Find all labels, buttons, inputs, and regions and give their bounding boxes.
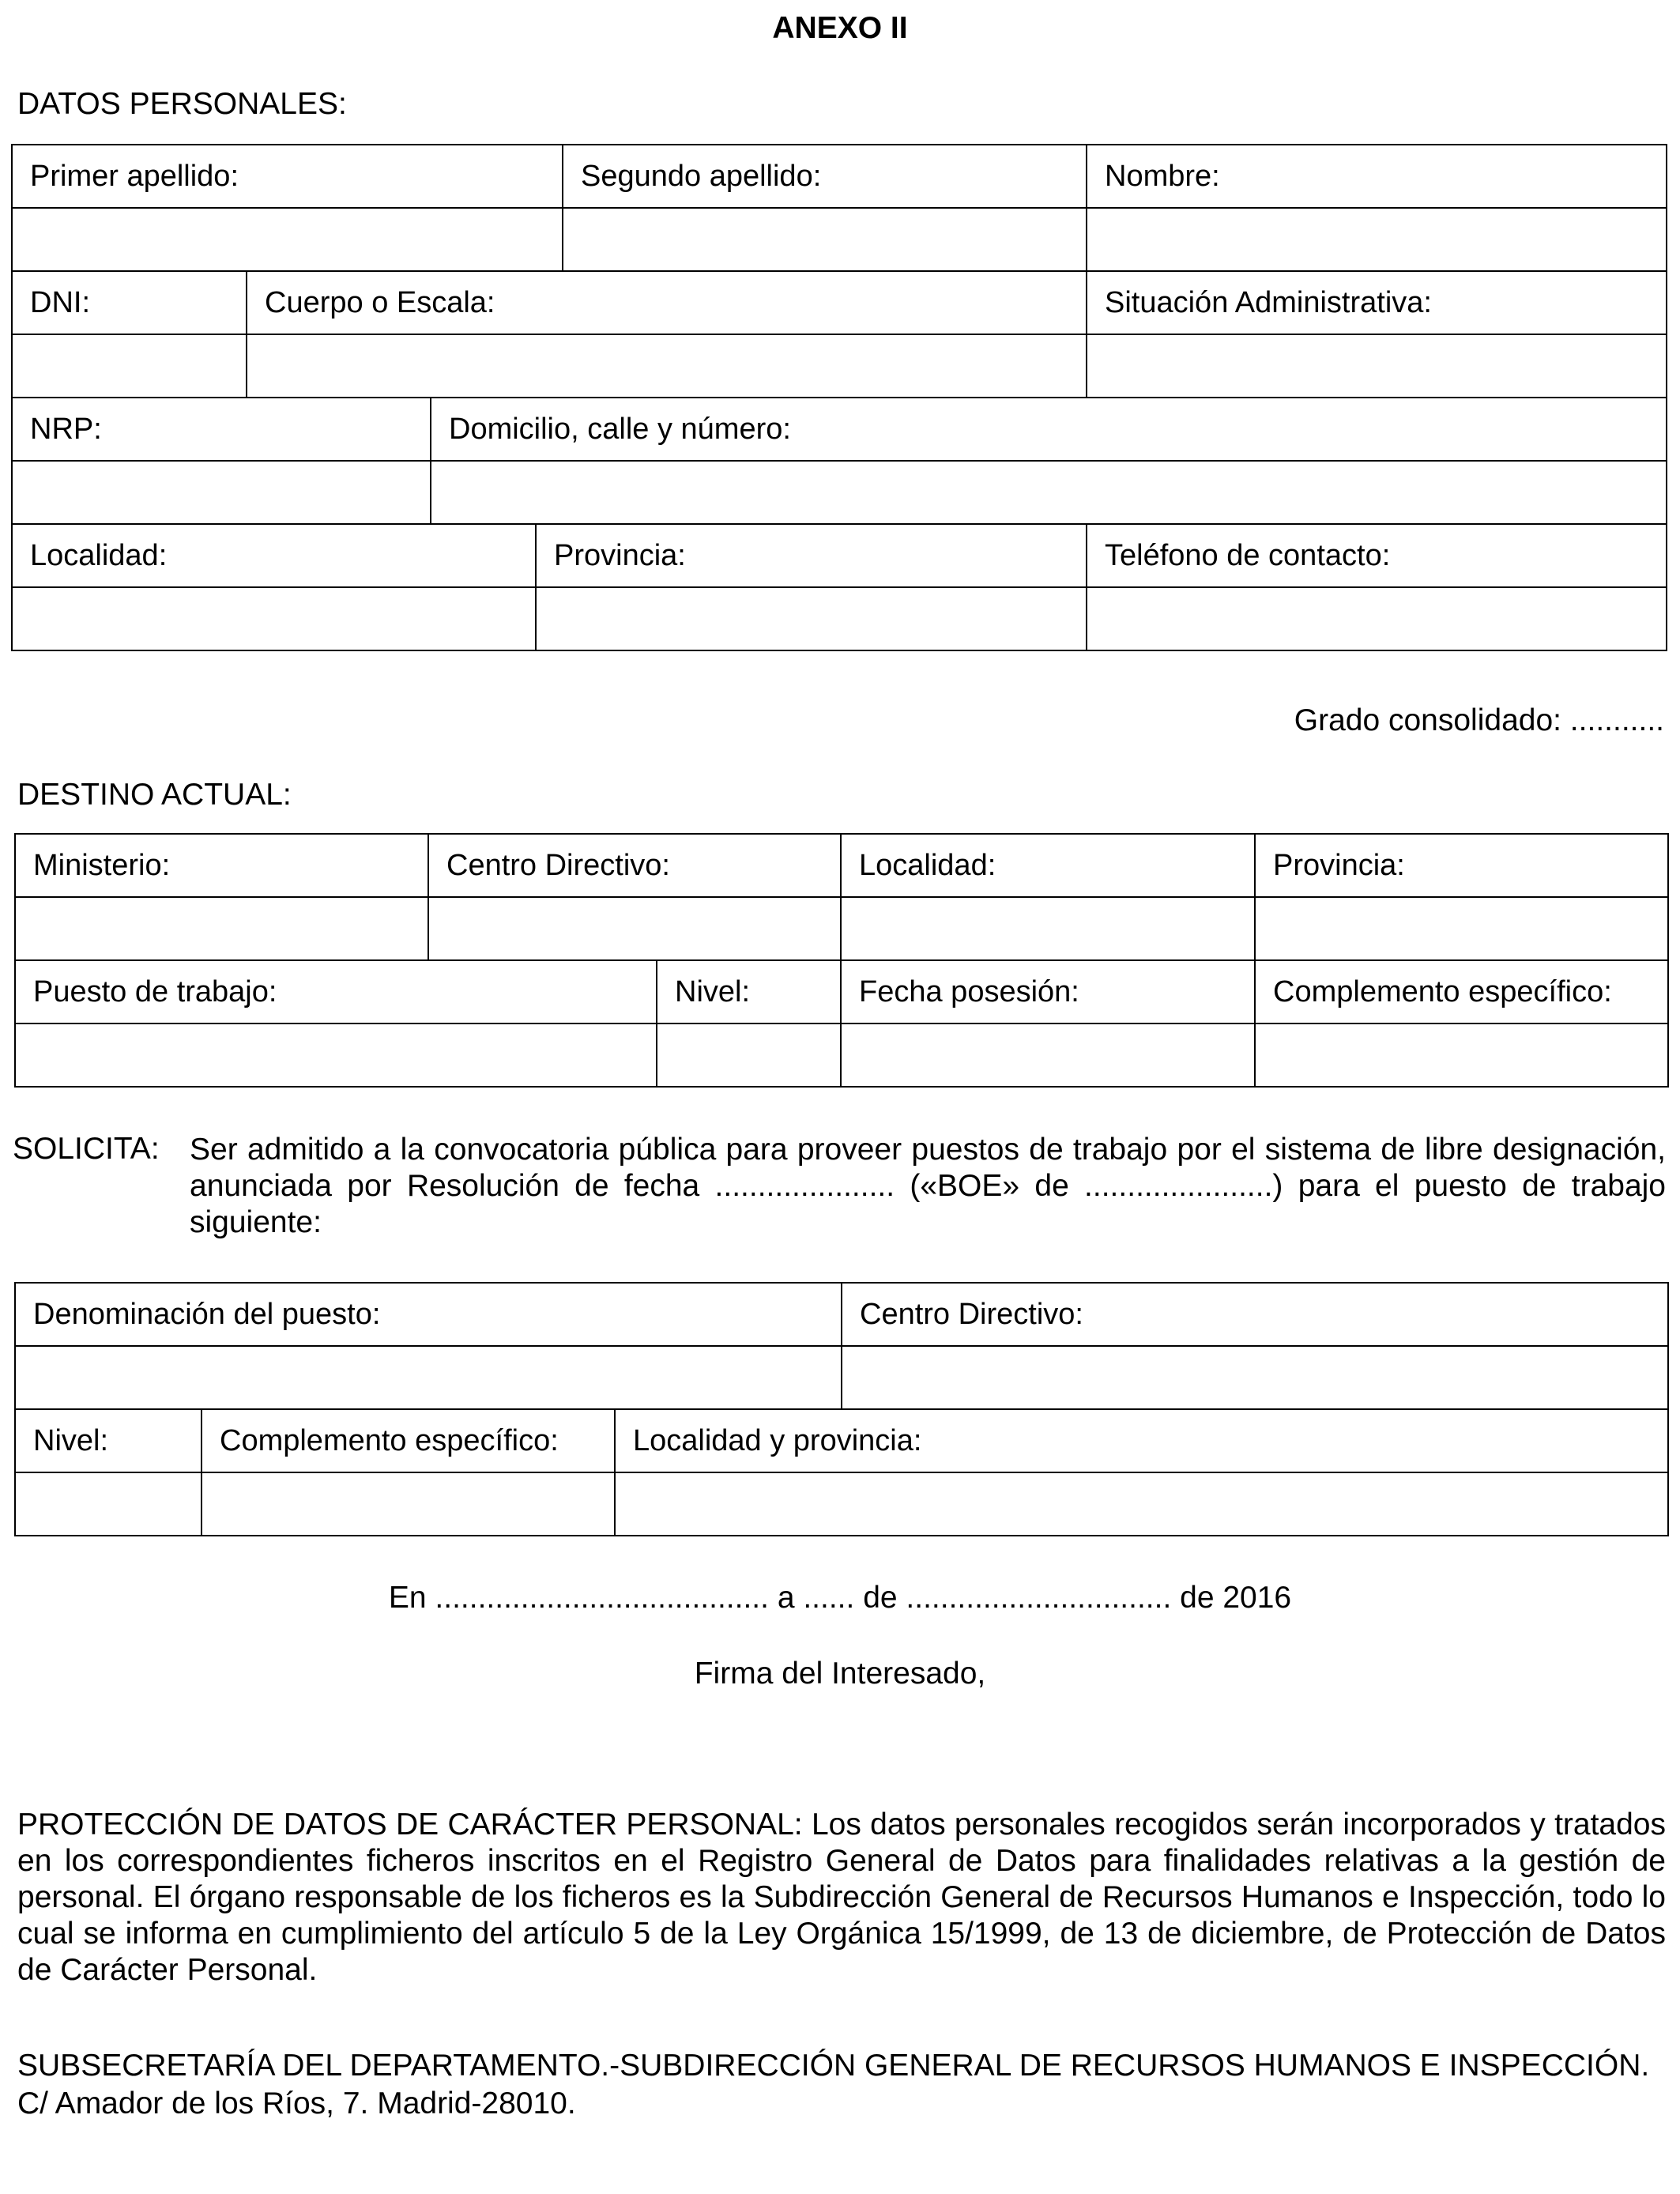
nivel-field[interactable]: [657, 1023, 841, 1087]
nrp-label: NRP:: [12, 398, 431, 461]
destino-localidad-label: Localidad:: [841, 834, 1255, 897]
datos-personales-table: [11, 144, 1667, 651]
segundo-apellido-label: Segundo apellido:: [563, 145, 1087, 208]
nombre-label: Nombre:: [1087, 145, 1667, 208]
centro-directivo-field[interactable]: [428, 897, 841, 960]
grado-consolidado: Grado consolidado: ...........: [1294, 703, 1664, 737]
data-protection-notice: PROTECCIÓN DE DATOS DE CARÁCTER PERSONAL: Los datos personales recogidos serán incorporados y tratados en los correspondientes ficheros inscritos en el Registro General de Datos para finalidades relativas a la gestión de personal. El órgano responsable de los ficheros es la Subdirección General de Recursos Humanos e Inspección, todo lo cual se informa en cumplimiento del artículo 5 de la Ley Orgánica 15/1999, de 13 de diciembre, de Protección de Datos de Carácter Personal.: [17, 1808, 1666, 1987]
fecha-posesion-field[interactable]: [841, 1023, 1255, 1087]
provincia-label: Provincia:: [536, 524, 1087, 587]
puesto-trabajo-field[interactable]: [15, 1023, 657, 1087]
solicitado-nivel-label: Nivel:: [15, 1409, 202, 1472]
localidad-field[interactable]: [12, 587, 536, 650]
provincia-field[interactable]: [536, 587, 1087, 650]
localidad-provincia-field[interactable]: [615, 1472, 1668, 1536]
domicilio-field[interactable]: [431, 461, 1667, 524]
solicitado-complemento-field[interactable]: [202, 1472, 615, 1536]
document-title: ANEXO II: [772, 11, 908, 45]
denominacion-puesto-label: Denominación del puesto:: [15, 1283, 842, 1346]
dni-label: DNI:: [12, 271, 247, 334]
solicitado-centro-directivo-field[interactable]: [842, 1346, 1668, 1409]
centro-directivo-label: Centro Directivo:: [428, 834, 841, 897]
solicitado-complemento-label: Complemento específico:: [202, 1409, 615, 1472]
telefono-label: Teléfono de contacto:: [1087, 524, 1667, 587]
segundo-apellido-field[interactable]: [563, 208, 1087, 271]
primer-apellido-label: Primer apellido:: [12, 145, 563, 208]
destino-provincia-label: Provincia:: [1255, 834, 1668, 897]
domicilio-label: Domicilio, calle y número:: [431, 398, 1667, 461]
puesto-trabajo-label: Puesto de trabajo:: [15, 960, 657, 1023]
complemento-especifico-field[interactable]: [1255, 1023, 1668, 1087]
subsecretaria-line: SUBSECRETARÍA DEL DEPARTAMENTO.-SUBDIRECCIÓN GENERAL DE RECURSOS HUMANOS E INSPECCIÓN.: [17, 2049, 1650, 2083]
situacion-administrativa-field[interactable]: [1087, 334, 1667, 398]
signature-caption: Firma del Interesado,: [694, 1657, 986, 1691]
cuerpo-escala-field[interactable]: [247, 334, 1087, 398]
fecha-posesion-label: Fecha posesión:: [841, 960, 1255, 1023]
ministerio-field[interactable]: [15, 897, 428, 960]
solicitado-nivel-field[interactable]: [15, 1472, 202, 1536]
complemento-especifico-label: Complemento específico:: [1255, 960, 1668, 1023]
localidad-label: Localidad:: [12, 524, 536, 587]
solicita-label: SOLICITA:: [13, 1132, 160, 1166]
telefono-field[interactable]: [1087, 587, 1667, 650]
date-line: En ....................................... a ...... de ............................... de 2016: [388, 1581, 1292, 1615]
solicita-text: Ser admitido a la convocatoria pública para proveer puestos de trabajo por el sistema de libre designación, anunciada por Resolución de fecha ..................... («BOE» de ......................) para el puesto de trabajo siguiente:: [190, 1133, 1666, 1239]
solicitado-centro-directivo-label: Centro Directivo:: [842, 1283, 1668, 1346]
cuerpo-escala-label: Cuerpo o Escala:: [247, 271, 1087, 334]
situacion-administrativa-label: Situación Administrativa:: [1087, 271, 1667, 334]
nivel-label: Nivel:: [657, 960, 841, 1023]
puesto-solicitado-table: [14, 1282, 1669, 1536]
denominacion-puesto-field[interactable]: [15, 1346, 842, 1409]
nombre-field[interactable]: [1087, 208, 1667, 271]
primer-apellido-field[interactable]: [12, 208, 563, 271]
localidad-provincia-label: Localidad y provincia:: [615, 1409, 1668, 1472]
destino-actual-table: [14, 833, 1669, 1088]
ministerio-label: Ministerio:: [15, 834, 428, 897]
destino-provincia-field[interactable]: [1255, 897, 1668, 960]
nrp-field[interactable]: [12, 461, 431, 524]
destino-localidad-field[interactable]: [841, 897, 1255, 960]
address-line: C/ Amador de los Ríos, 7. Madrid-28010.: [17, 2087, 576, 2120]
datos-personales-heading: DATOS PERSONALES:: [17, 87, 347, 121]
destino-actual-heading: DESTINO ACTUAL:: [17, 778, 292, 812]
dni-field[interactable]: [12, 334, 247, 398]
